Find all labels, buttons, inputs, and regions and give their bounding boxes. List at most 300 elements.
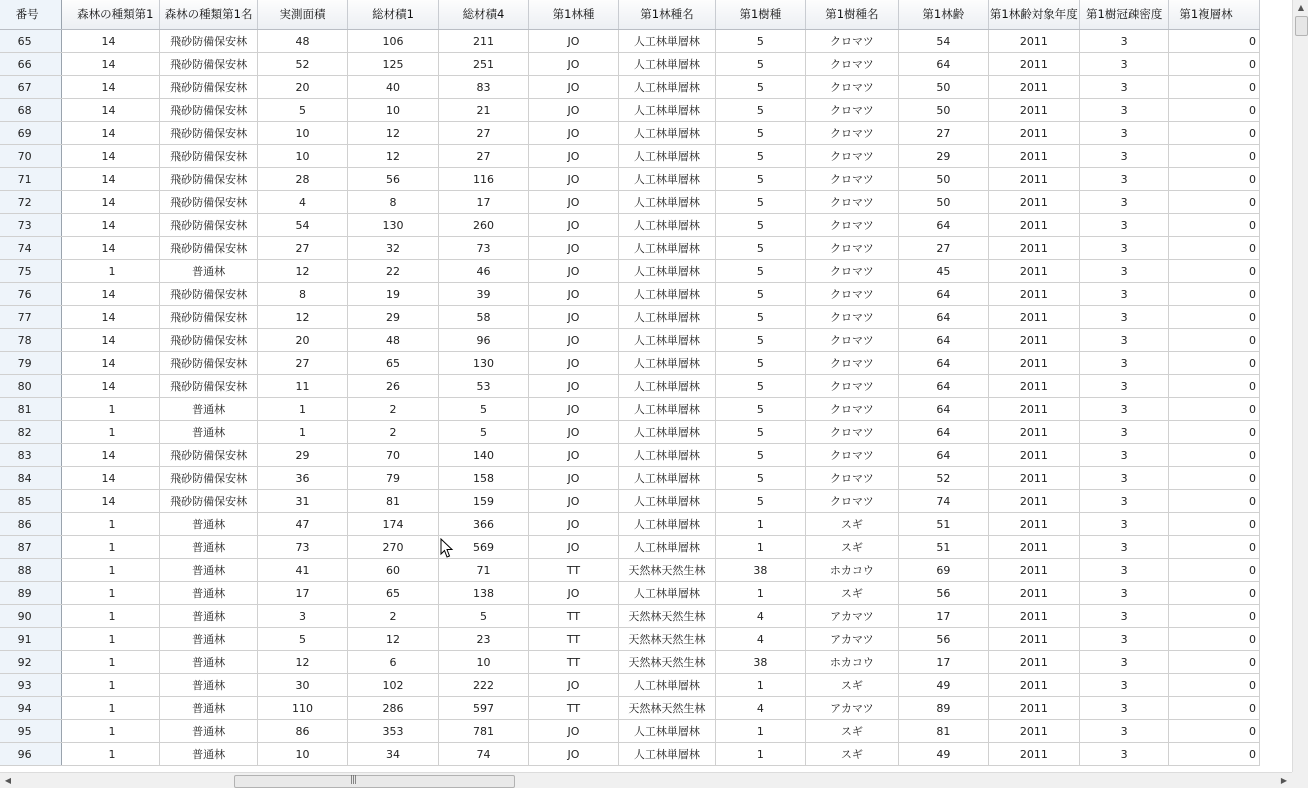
table-cell[interactable]: JO (529, 536, 619, 559)
table-cell[interactable]: 人工林単層林 (618, 375, 715, 398)
column-header[interactable]: 第1林種名 (618, 0, 715, 30)
table-cell[interactable]: 5 (716, 53, 806, 76)
table-row[interactable] (0, 122, 1260, 145)
table-cell[interactable]: 41 (257, 559, 347, 582)
table-cell[interactable]: JO (529, 467, 619, 490)
table-cell[interactable]: 3 (1080, 306, 1169, 329)
table-cell[interactable]: 飛砂防備保安林 (160, 237, 257, 260)
table-cell[interactable]: 73 (438, 237, 528, 260)
table-cell[interactable]: クロマツ (805, 214, 898, 237)
column-header[interactable]: 総材積1 (348, 0, 438, 30)
table-cell[interactable]: 125 (348, 53, 438, 76)
table-cell[interactable]: 8 (257, 283, 347, 306)
table-cell[interactable]: 81 (899, 720, 989, 743)
table-cell[interactable]: 3 (1080, 628, 1169, 651)
table-cell[interactable]: 14 (61, 490, 160, 513)
table-row[interactable] (0, 398, 1260, 421)
table-cell[interactable]: 2011 (988, 306, 1079, 329)
table-cell[interactable]: 14 (61, 76, 160, 99)
table-cell[interactable]: 64 (899, 53, 989, 76)
table-cell[interactable]: 14 (61, 30, 160, 53)
table-cell[interactable]: アカマツ (805, 628, 898, 651)
table-cell[interactable]: クロマツ (805, 329, 898, 352)
table-cell[interactable]: ホカコウ (805, 559, 898, 582)
table-cell[interactable]: JO (529, 30, 619, 53)
row-number-cell[interactable]: 66 (0, 53, 61, 76)
table-row[interactable] (0, 283, 1260, 306)
table-cell[interactable]: 106 (348, 30, 438, 53)
table-cell[interactable]: JO (529, 306, 619, 329)
table-cell[interactable]: 飛砂防備保安林 (160, 490, 257, 513)
table-cell[interactable]: 0 (1169, 674, 1260, 697)
table-cell[interactable]: 110 (257, 697, 347, 720)
table-cell[interactable]: 14 (61, 99, 160, 122)
table-cell[interactable]: 5 (716, 467, 806, 490)
table-cell[interactable]: 34 (348, 743, 438, 766)
table-cell[interactable]: 人工林単層林 (618, 582, 715, 605)
table-cell[interactable]: 人工林単層林 (618, 214, 715, 237)
table-cell[interactable]: 0 (1169, 720, 1260, 743)
table-cell[interactable]: 23 (438, 628, 528, 651)
table-cell[interactable]: 19 (348, 283, 438, 306)
vertical-scrollbar[interactable] (1292, 0, 1308, 772)
table-cell[interactable]: TT (529, 605, 619, 628)
table-cell[interactable]: 普通林 (160, 743, 257, 766)
table-cell[interactable]: JO (529, 421, 619, 444)
table-cell[interactable]: 781 (438, 720, 528, 743)
table-cell[interactable]: 3 (1080, 720, 1169, 743)
table-cell[interactable]: 30 (257, 674, 347, 697)
table-cell[interactable]: 49 (899, 674, 989, 697)
table-cell[interactable]: 0 (1169, 329, 1260, 352)
row-number-cell[interactable]: 80 (0, 375, 61, 398)
table-cell[interactable]: 0 (1169, 444, 1260, 467)
table-cell[interactable]: クロマツ (805, 398, 898, 421)
table-cell[interactable]: 5 (716, 375, 806, 398)
table-cell[interactable]: 1 (716, 513, 806, 536)
table-cell[interactable]: 3 (1080, 421, 1169, 444)
table-cell[interactable]: 5 (716, 99, 806, 122)
table-cell[interactable]: 5 (716, 283, 806, 306)
table-cell[interactable]: TT (529, 651, 619, 674)
table-cell[interactable]: 64 (899, 352, 989, 375)
row-number-cell[interactable]: 84 (0, 467, 61, 490)
table-cell[interactable]: 74 (438, 743, 528, 766)
table-cell[interactable]: 0 (1169, 30, 1260, 53)
table-cell[interactable]: 52 (899, 467, 989, 490)
table-cell[interactable]: 26 (348, 375, 438, 398)
row-number-cell[interactable]: 86 (0, 513, 61, 536)
table-cell[interactable]: 12 (257, 260, 347, 283)
table-cell[interactable]: 3 (1080, 467, 1169, 490)
table-cell[interactable]: 0 (1169, 421, 1260, 444)
table-row[interactable] (0, 743, 1260, 766)
table-cell[interactable]: 11 (257, 375, 347, 398)
table-cell[interactable]: 2011 (988, 214, 1079, 237)
table-cell[interactable]: JO (529, 283, 619, 306)
table-cell[interactable]: JO (529, 168, 619, 191)
table-cell[interactable]: 飛砂防備保安林 (160, 306, 257, 329)
table-cell[interactable]: JO (529, 99, 619, 122)
table-cell[interactable]: 10 (257, 122, 347, 145)
column-header[interactable]: 第1複層林 (1169, 0, 1260, 30)
table-cell[interactable]: 3 (1080, 283, 1169, 306)
table-cell[interactable]: 飛砂防備保安林 (160, 30, 257, 53)
table-cell[interactable]: 17 (899, 651, 989, 674)
table-cell[interactable]: 5 (716, 306, 806, 329)
table-cell[interactable]: クロマツ (805, 375, 898, 398)
table-cell[interactable]: 3 (1080, 168, 1169, 191)
table-cell[interactable]: 人工林単層林 (618, 53, 715, 76)
table-cell[interactable]: 天然林天然生林 (618, 605, 715, 628)
table-cell[interactable]: 飛砂防備保安林 (160, 53, 257, 76)
table-cell[interactable]: 2 (348, 398, 438, 421)
table-cell[interactable]: 54 (899, 30, 989, 53)
table-cell[interactable]: 5 (716, 398, 806, 421)
table-cell[interactable]: 1 (61, 260, 160, 283)
table-cell[interactable]: 飛砂防備保安林 (160, 283, 257, 306)
table-cell[interactable]: JO (529, 237, 619, 260)
table-cell[interactable]: 12 (348, 122, 438, 145)
table-cell[interactable]: 2011 (988, 329, 1079, 352)
table-cell[interactable]: 普通林 (160, 513, 257, 536)
table-cell[interactable]: 0 (1169, 53, 1260, 76)
table-cell[interactable]: 14 (61, 375, 160, 398)
table-cell[interactable]: 12 (348, 628, 438, 651)
table-row[interactable] (0, 53, 1260, 76)
table-cell[interactable]: JO (529, 513, 619, 536)
table-cell[interactable]: 29 (348, 306, 438, 329)
table-cell[interactable]: 47 (257, 513, 347, 536)
table-cell[interactable]: 5 (716, 421, 806, 444)
table-cell[interactable]: 飛砂防備保安林 (160, 99, 257, 122)
row-number-cell[interactable]: 67 (0, 76, 61, 99)
table-cell[interactable]: 3 (1080, 99, 1169, 122)
table-cell[interactable]: 5 (716, 444, 806, 467)
table-cell[interactable]: 3 (1080, 122, 1169, 145)
table-cell[interactable]: 0 (1169, 168, 1260, 191)
table-cell[interactable]: 12 (348, 145, 438, 168)
table-cell[interactable]: 2 (348, 421, 438, 444)
table-cell[interactable]: 174 (348, 513, 438, 536)
table-cell[interactable]: 1 (257, 398, 347, 421)
table-cell[interactable]: 2011 (988, 352, 1079, 375)
table-cell[interactable]: 3 (1080, 352, 1169, 375)
table-cell[interactable]: 2011 (988, 490, 1079, 513)
table-cell[interactable]: 69 (899, 559, 989, 582)
table-row[interactable] (0, 605, 1260, 628)
table-row[interactable] (0, 651, 1260, 674)
table-cell[interactable]: 1 (61, 628, 160, 651)
table-cell[interactable]: 20 (257, 76, 347, 99)
row-number-cell[interactable]: 87 (0, 536, 61, 559)
row-number-cell[interactable]: 89 (0, 582, 61, 605)
table-cell[interactable]: 2011 (988, 260, 1079, 283)
table-cell[interactable]: 0 (1169, 628, 1260, 651)
table-row[interactable] (0, 628, 1260, 651)
table-cell[interactable]: 5 (438, 398, 528, 421)
table-cell[interactable]: 人工林単層林 (618, 743, 715, 766)
table-cell[interactable]: 人工林単層林 (618, 720, 715, 743)
table-cell[interactable]: JO (529, 375, 619, 398)
table-cell[interactable]: 270 (348, 536, 438, 559)
table-row[interactable] (0, 237, 1260, 260)
table-cell[interactable]: 2011 (988, 467, 1079, 490)
table-cell[interactable]: 5 (716, 490, 806, 513)
table-cell[interactable]: 96 (438, 329, 528, 352)
table-cell[interactable]: 0 (1169, 352, 1260, 375)
table-cell[interactable]: 0 (1169, 490, 1260, 513)
row-number-cell[interactable]: 70 (0, 145, 61, 168)
table-cell[interactable]: 3 (1080, 490, 1169, 513)
table-cell[interactable]: 人工林単層林 (618, 329, 715, 352)
row-number-cell[interactable]: 83 (0, 444, 61, 467)
table-cell[interactable]: クロマツ (805, 168, 898, 191)
table-cell[interactable]: 0 (1169, 214, 1260, 237)
table-cell[interactable]: 64 (899, 214, 989, 237)
table-cell[interactable]: 0 (1169, 398, 1260, 421)
table-row[interactable] (0, 191, 1260, 214)
table-cell[interactable]: 1 (61, 720, 160, 743)
table-cell[interactable]: 2011 (988, 651, 1079, 674)
table-cell[interactable]: 8 (348, 191, 438, 214)
row-number-cell[interactable]: 95 (0, 720, 61, 743)
table-cell[interactable]: 64 (899, 283, 989, 306)
table-cell[interactable]: 人工林単層林 (618, 490, 715, 513)
table-cell[interactable]: 4 (257, 191, 347, 214)
column-header[interactable]: 森林の種類第1名 (160, 0, 257, 30)
table-cell[interactable]: JO (529, 444, 619, 467)
table-cell[interactable]: 5 (257, 99, 347, 122)
row-number-cell[interactable]: 78 (0, 329, 61, 352)
table-cell[interactable]: 3 (1080, 30, 1169, 53)
table-cell[interactable]: TT (529, 697, 619, 720)
table-cell[interactable]: 5 (257, 628, 347, 651)
table-cell[interactable]: 1 (716, 720, 806, 743)
table-cell[interactable]: 人工林単層林 (618, 260, 715, 283)
table-cell[interactable]: 普通林 (160, 536, 257, 559)
table-cell[interactable]: 36 (257, 467, 347, 490)
table-cell[interactable]: 6 (348, 651, 438, 674)
table-cell[interactable]: 1 (61, 743, 160, 766)
table-cell[interactable]: 5 (716, 76, 806, 99)
column-header[interactable]: 第1樹冠疎密度 (1080, 0, 1169, 30)
table-cell[interactable]: 3 (1080, 697, 1169, 720)
table-cell[interactable]: 159 (438, 490, 528, 513)
table-row[interactable] (0, 513, 1260, 536)
table-cell[interactable]: 14 (61, 329, 160, 352)
table-cell[interactable]: 28 (257, 168, 347, 191)
table-cell[interactable]: 3 (1080, 260, 1169, 283)
table-cell[interactable]: 64 (899, 421, 989, 444)
table-cell[interactable]: クロマツ (805, 122, 898, 145)
column-header[interactable]: 第1林齢対象年度 (988, 0, 1079, 30)
table-cell[interactable]: 89 (899, 697, 989, 720)
table-cell[interactable]: 飛砂防備保安林 (160, 467, 257, 490)
table-cell[interactable]: 飛砂防備保安林 (160, 444, 257, 467)
table-cell[interactable]: 普通林 (160, 651, 257, 674)
table-cell[interactable]: 29 (257, 444, 347, 467)
table-cell[interactable]: 0 (1169, 76, 1260, 99)
table-cell[interactable]: 17 (257, 582, 347, 605)
table-row[interactable] (0, 467, 1260, 490)
table-cell[interactable]: 飛砂防備保安林 (160, 375, 257, 398)
table-cell[interactable]: 3 (1080, 191, 1169, 214)
table-cell[interactable]: 天然林天然生林 (618, 628, 715, 651)
table-cell[interactable]: 2011 (988, 168, 1079, 191)
table-cell[interactable]: 0 (1169, 237, 1260, 260)
table-cell[interactable]: 3 (1080, 605, 1169, 628)
table-cell[interactable]: 56 (899, 628, 989, 651)
table-cell[interactable]: 2011 (988, 720, 1079, 743)
table-cell[interactable]: 251 (438, 53, 528, 76)
table-cell[interactable]: 10 (257, 145, 347, 168)
table-cell[interactable]: 60 (348, 559, 438, 582)
table-row[interactable] (0, 30, 1260, 53)
table-cell[interactable]: 2011 (988, 99, 1079, 122)
scroll-up-arrow-icon[interactable]: ▲ (1297, 3, 1305, 12)
table-cell[interactable]: 116 (438, 168, 528, 191)
table-cell[interactable]: 1 (61, 697, 160, 720)
table-cell[interactable]: アカマツ (805, 697, 898, 720)
table-cell[interactable]: 14 (61, 306, 160, 329)
row-number-cell[interactable]: 96 (0, 743, 61, 766)
table-cell[interactable]: 50 (899, 76, 989, 99)
table-cell[interactable]: 21 (438, 99, 528, 122)
table-cell[interactable]: 人工林単層林 (618, 122, 715, 145)
table-cell[interactable]: 14 (61, 352, 160, 375)
table-row[interactable] (0, 375, 1260, 398)
table-cell[interactable]: 48 (257, 30, 347, 53)
table-cell[interactable]: 5 (438, 605, 528, 628)
table-cell[interactable]: 0 (1169, 513, 1260, 536)
table-cell[interactable]: 天然林天然生林 (618, 651, 715, 674)
table-cell[interactable]: 0 (1169, 467, 1260, 490)
table-row[interactable] (0, 352, 1260, 375)
table-cell[interactable]: JO (529, 352, 619, 375)
table-cell[interactable]: スギ (805, 582, 898, 605)
row-number-cell[interactable]: 71 (0, 168, 61, 191)
table-cell[interactable]: 人工林単層林 (618, 30, 715, 53)
table-cell[interactable]: 31 (257, 490, 347, 513)
table-cell[interactable]: 50 (899, 168, 989, 191)
table-row[interactable] (0, 444, 1260, 467)
table-cell[interactable]: 2011 (988, 743, 1079, 766)
table-cell[interactable]: 286 (348, 697, 438, 720)
table-cell[interactable]: 普通林 (160, 260, 257, 283)
table-cell[interactable]: 54 (257, 214, 347, 237)
table-cell[interactable]: 1 (716, 743, 806, 766)
table-cell[interactable]: クロマツ (805, 467, 898, 490)
table-cell[interactable]: スギ (805, 536, 898, 559)
table-cell[interactable]: 2 (348, 605, 438, 628)
table-cell[interactable]: 3 (1080, 398, 1169, 421)
table-cell[interactable]: 27 (438, 145, 528, 168)
table-cell[interactable]: クロマツ (805, 53, 898, 76)
column-header[interactable]: 実測面積 (257, 0, 347, 30)
table-cell[interactable]: クロマツ (805, 421, 898, 444)
table-cell[interactable]: 49 (899, 743, 989, 766)
table-cell[interactable]: 27 (257, 237, 347, 260)
table-cell[interactable]: 2011 (988, 145, 1079, 168)
table-cell[interactable]: JO (529, 674, 619, 697)
table-cell[interactable]: 74 (899, 490, 989, 513)
table-cell[interactable]: 64 (899, 306, 989, 329)
row-number-cell[interactable]: 76 (0, 283, 61, 306)
table-cell[interactable]: 飛砂防備保安林 (160, 329, 257, 352)
table-cell[interactable]: クロマツ (805, 352, 898, 375)
table-cell[interactable]: 14 (61, 237, 160, 260)
table-cell[interactable]: 27 (438, 122, 528, 145)
table-cell[interactable]: JO (529, 145, 619, 168)
table-cell[interactable]: 64 (899, 444, 989, 467)
table-cell[interactable]: クロマツ (805, 444, 898, 467)
table-cell[interactable]: 14 (61, 214, 160, 237)
table-row[interactable] (0, 720, 1260, 743)
table-cell[interactable]: 3 (1080, 53, 1169, 76)
table-cell[interactable]: 人工林単層林 (618, 398, 715, 421)
table-cell[interactable]: クロマツ (805, 260, 898, 283)
table-cell[interactable]: 3 (1080, 444, 1169, 467)
table-row[interactable] (0, 76, 1260, 99)
row-number-cell[interactable]: 90 (0, 605, 61, 628)
row-number-cell[interactable]: 72 (0, 191, 61, 214)
table-cell[interactable]: 普通林 (160, 674, 257, 697)
column-header[interactable]: 第1林齢 (899, 0, 989, 30)
table-cell[interactable]: 2011 (988, 375, 1079, 398)
table-cell[interactable]: 38 (716, 651, 806, 674)
table-row[interactable] (0, 536, 1260, 559)
table-cell[interactable]: 普通林 (160, 697, 257, 720)
table-cell[interactable]: クロマツ (805, 283, 898, 306)
table-row[interactable] (0, 421, 1260, 444)
table-cell[interactable]: 40 (348, 76, 438, 99)
table-cell[interactable]: 0 (1169, 122, 1260, 145)
table-cell[interactable]: 2011 (988, 559, 1079, 582)
row-number-cell[interactable]: 88 (0, 559, 61, 582)
table-cell[interactable]: JO (529, 260, 619, 283)
table-cell[interactable]: 普通林 (160, 421, 257, 444)
table-cell[interactable]: 人工林単層林 (618, 168, 715, 191)
table-cell[interactable]: 0 (1169, 260, 1260, 283)
table-cell[interactable]: 5 (716, 30, 806, 53)
table-cell[interactable]: 飛砂防備保安林 (160, 191, 257, 214)
table-cell[interactable]: 飛砂防備保安林 (160, 214, 257, 237)
table-cell[interactable]: クロマツ (805, 237, 898, 260)
row-number-cell[interactable]: 93 (0, 674, 61, 697)
table-cell[interactable]: 5 (716, 214, 806, 237)
row-number-cell[interactable]: 65 (0, 30, 61, 53)
table-cell[interactable]: 5 (716, 352, 806, 375)
table-cell[interactable]: 569 (438, 536, 528, 559)
table-cell[interactable]: 1 (716, 536, 806, 559)
table-cell[interactable]: 天然林天然生林 (618, 559, 715, 582)
table-cell[interactable]: 20 (257, 329, 347, 352)
row-number-cell[interactable]: 79 (0, 352, 61, 375)
table-cell[interactable]: 29 (899, 145, 989, 168)
table-cell[interactable]: アカマツ (805, 605, 898, 628)
table-cell[interactable]: 50 (899, 191, 989, 214)
table-cell[interactable]: 2011 (988, 53, 1079, 76)
table-cell[interactable]: 5 (716, 122, 806, 145)
table-cell[interactable]: JO (529, 76, 619, 99)
table-cell[interactable]: 56 (348, 168, 438, 191)
table-row[interactable] (0, 214, 1260, 237)
table-cell[interactable]: 17 (899, 605, 989, 628)
table-cell[interactable]: 12 (257, 306, 347, 329)
table-cell[interactable]: 普通林 (160, 398, 257, 421)
table-cell[interactable]: 2011 (988, 628, 1079, 651)
